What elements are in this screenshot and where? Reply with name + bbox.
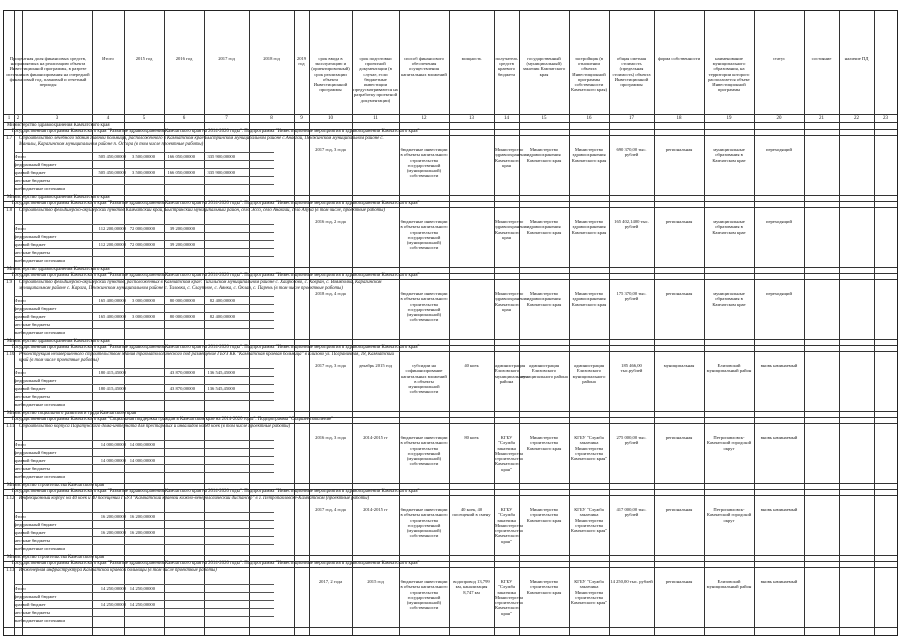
developer-cell: администрация Елизовского муниципального района bbox=[572, 363, 606, 384]
cost-cell: 14 250,00 тыс. рублей bbox=[610, 579, 653, 584]
finance-value: 14 250,00000 bbox=[100, 602, 126, 607]
method-cell: бюджетные инвестиции в объекты капитального строительства государственной (муниципальной) собственности bbox=[400, 219, 448, 251]
term-cell: 2018 год, 4 года bbox=[315, 291, 346, 296]
finance-row bbox=[14, 376, 274, 384]
item-number: 1.10 bbox=[6, 352, 15, 357]
finance-row bbox=[14, 520, 274, 528]
finance-value: 39 200,00000 bbox=[169, 242, 195, 247]
item-title: Инфекционный корпус на 40 коек и 40 посещений ГБУЗ "Камчатский краевой кожно-венерологический диспансер" в г. Петропавловске-Камчатском (проектные работы) bbox=[19, 496, 370, 501]
recipient-cell: КГБУ "Служба заказчика Министерства строительства Камчатского края" bbox=[495, 507, 524, 544]
column-number: 23 bbox=[883, 116, 888, 121]
column-number: 5 bbox=[142, 116, 146, 121]
header-cell-4: 2017 год bbox=[218, 56, 235, 61]
finance-value: 80 000,00000 bbox=[169, 298, 195, 303]
header-cell-17: статус bbox=[772, 56, 786, 61]
item-number: 1.11 bbox=[6, 424, 15, 429]
finance-value: 14 250,00000 bbox=[129, 586, 155, 591]
ministry-heading: Министерство социального развития и труда Камчатского края bbox=[7, 411, 137, 416]
pd-cell bbox=[840, 579, 873, 625]
header-cell-6: 2019 год bbox=[296, 56, 307, 67]
header-cell-7: срок ввода в эксплуатацию и (ориентировочный) срок реализации объекта Инвестиционной программы bbox=[311, 56, 350, 93]
item-title: Строительство фельдшерско-акушерских пунктов, расположенных в Камчатском крае: Тигильском муниципальном районе с. Хайрюзово, с. Ковран, с. Воямполка, Карагинском муниципальном районе с. Карага, Пенжинском муниципальном районе с. Таловка, с. Слаутное, с. Аянка, с. Оклан, с. Парень (в том числе проектные работы) bbox=[19, 280, 382, 291]
ministry-heading: Министерство строительства Камчатского края bbox=[7, 555, 104, 560]
term-cell: 2017 год, 3 года bbox=[315, 363, 346, 368]
finance-table bbox=[14, 224, 274, 264]
finance-source-label: внебюджетные источники bbox=[14, 474, 65, 479]
pd-term-cell: 2015 год bbox=[367, 579, 384, 584]
finance-source-label: внебюджетные источники bbox=[14, 402, 65, 407]
status-cell: вновь начинаемый bbox=[760, 507, 798, 512]
finance-source-label: местные бюджеты bbox=[14, 538, 50, 543]
finance-value: 14 000,00000 bbox=[129, 442, 155, 447]
item-title: Строительство фельдшерско-акушерских пунктов Камчатский край, Быстринский муниципальный район, село Эссо, село Анавгай, село Апука (в том числе, проектные работы) bbox=[19, 208, 385, 213]
finance-value: 14 000,00000 bbox=[100, 458, 126, 463]
finance-row bbox=[14, 240, 274, 248]
finance-value: 180 415,45000 bbox=[98, 370, 126, 375]
pd-term-cell: 2014-2015 гг bbox=[363, 507, 388, 512]
capacity-cell bbox=[450, 291, 493, 337]
finance-source-label: местные бюджеты bbox=[14, 466, 50, 471]
ministry-heading: Министерство строительства Камчатского края bbox=[7, 483, 104, 488]
state-cell bbox=[805, 363, 838, 409]
pd-term-cell bbox=[353, 147, 398, 193]
finance-value: 335 900,00000 bbox=[207, 170, 235, 175]
pd-cell bbox=[840, 291, 873, 337]
finance-row bbox=[14, 448, 274, 456]
finance-row bbox=[14, 312, 274, 320]
municipality-cell: Петропавловск-Камчатский городской округ bbox=[706, 435, 752, 451]
cost-cell: 165 402,1400 тыс. рублей bbox=[614, 219, 649, 230]
column-number: 6 bbox=[182, 116, 186, 121]
finance-row bbox=[14, 304, 274, 312]
finance-source-label: Итого bbox=[14, 298, 26, 303]
pd-cell bbox=[840, 435, 873, 481]
ownership-cell: региональная bbox=[665, 291, 693, 296]
finance-value: 3 000,00000 bbox=[132, 298, 155, 303]
term-cell: 2016 год, 3 года bbox=[315, 435, 346, 440]
finance-row bbox=[14, 472, 274, 480]
finance-value: 166 050,00000 bbox=[167, 154, 195, 159]
item-title: Строительство лечебного здания главной больницы, расположенного в Камчатском крае Быстринском муниципальном районе с.Анавгай, Пенжинском муниципальном районе с. Манилы, Карагинском муниципальном районе п. Оссора (в том числе проектные работы) bbox=[19, 136, 384, 147]
finance-source-label: краевой бюджет bbox=[14, 602, 46, 607]
term-cell: 2017, 2 года bbox=[318, 579, 343, 584]
finance-value: 180 415,45000 bbox=[98, 386, 126, 391]
header-cell-0: Процентная доля финансовых средств, направляемых на реализацию объекта Инвестиционной программы, в разрезе источников финансирования на очередной финансовый год, плановый и отчетный периоды bbox=[6, 56, 90, 88]
header-cell-14: общая сметная стоимость (предельная стоимость) объекта Инвестиционной программы bbox=[612, 56, 651, 88]
finance-source-label: местные бюджеты bbox=[14, 322, 50, 327]
ministry-heading: Министерство здравоохранения Камчатского края bbox=[7, 123, 110, 128]
item-number: 1.7 bbox=[6, 136, 12, 141]
column-number: 7 bbox=[225, 116, 228, 121]
status-cell: вновь начинаемый bbox=[760, 579, 798, 584]
finance-source-label: Итого bbox=[14, 586, 26, 591]
finance-value: 72 000,00000 bbox=[129, 226, 155, 231]
item-number: 1.8 bbox=[6, 208, 12, 213]
method-cell: бюджетные инвестиции в объекты капитального строительства государственной (муниципальной) собственности bbox=[400, 147, 448, 179]
finance-value: 165 400,00000 bbox=[98, 314, 126, 319]
finance-source-label: федеральный бюджет bbox=[14, 450, 57, 455]
finance-row bbox=[14, 608, 274, 616]
state-cell bbox=[805, 291, 838, 337]
finance-value: 505 450,00000 bbox=[98, 154, 126, 159]
recipient-cell: КГБУ "Служба заказчика Министерства строительства Камчатского края" bbox=[495, 579, 524, 616]
finance-source-label: Итого bbox=[14, 226, 26, 231]
finance-row bbox=[14, 232, 274, 240]
customer-cell: Министерство строительства Камчатского края bbox=[526, 507, 562, 523]
finance-row bbox=[14, 160, 274, 168]
finance-source-label: внебюджетные источники bbox=[14, 330, 65, 335]
developer-cell: Министерство здравоохранения Камчатского края bbox=[571, 219, 607, 235]
finance-value: 14 000,00000 bbox=[129, 458, 155, 463]
ownership-cell: региональная bbox=[665, 435, 693, 440]
program-heading: Государственная программа Камчатского края "Развитие здравоохранения Камчатского края на 2014-2020 годы". Подпрограмма "Инвестиционные мероприятия в здравоохранении Камчатского края" bbox=[12, 129, 420, 134]
finance-source-label: краевой бюджет bbox=[14, 530, 46, 535]
header-cell-15: форма собственности bbox=[657, 56, 701, 61]
section-bottom-line bbox=[4, 627, 897, 628]
method-cell: субсидии на софинансирование капитальных вложений в объекты муниципальной собственности bbox=[401, 363, 447, 395]
cost-cell: 690 370,00 тыс. рублей bbox=[616, 147, 647, 158]
finance-source-label: Итого bbox=[14, 154, 26, 159]
finance-value: 72 000,00000 bbox=[129, 242, 155, 247]
header-bottom-line bbox=[4, 114, 897, 115]
customer-cell: администрация Елизовского муниципального района bbox=[520, 363, 568, 379]
header-cell-8: срок подготовки проектной документации (в случае, если бюджетные инвестиции предусматриваются на разработку проектной документации) bbox=[353, 56, 398, 103]
header-cell-16: наименование муниципального образования, на территории которого располагается объект Инвестиционной программы bbox=[708, 56, 750, 93]
developer-cell: КГБУ "Служба заказчика Министерства строительства Камчатского края" bbox=[570, 435, 608, 462]
finance-value: 112 200,00000 bbox=[98, 226, 126, 231]
finance-row bbox=[14, 592, 274, 600]
finance-source-label: Итого bbox=[14, 370, 26, 375]
header-cell-11: получатель средств краевого бюджета bbox=[495, 56, 518, 77]
ministry-heading: Министерство здравоохранения Камчатского края bbox=[7, 195, 110, 200]
recipient-cell: Министерство здравоохранения Камчатского края bbox=[495, 147, 529, 168]
customer-cell: Министерство здравоохранения Камчатского края bbox=[526, 219, 562, 235]
finance-value: 14 250,00000 bbox=[129, 602, 155, 607]
finance-source-label: федеральный бюджет bbox=[14, 378, 57, 383]
customer-cell: Министерство здравоохранения Камчатского края bbox=[526, 291, 562, 307]
finance-value: 136 545,45000 bbox=[207, 370, 235, 375]
capacity-cell bbox=[450, 147, 493, 193]
recipient-cell: администрация Елизовского муниципального района bbox=[495, 363, 528, 384]
header-cell-12: государственный (муниципальный) заказчик Камчатского края bbox=[522, 56, 566, 77]
finance-row bbox=[14, 456, 274, 464]
finance-row bbox=[14, 400, 274, 408]
program-heading: Государственная программа Камчатского края "Развитие здравоохранения Камчатского края на 2014-2020 годы". Подпрограмма "Инвестиционные мероприятия в здравоохранении Камчатского края" bbox=[12, 345, 420, 350]
customer-cell: Министерство строительства Камчатского края bbox=[526, 435, 562, 451]
customer-cell: Министерство строительства Камчатского края bbox=[526, 579, 562, 595]
customer-cell: Министерство здравоохранения Камчатского края bbox=[526, 147, 562, 163]
finance-row bbox=[14, 320, 274, 328]
cost-cell: 275 000,00 тыс. рублей bbox=[616, 435, 647, 446]
finance-row bbox=[14, 584, 274, 592]
item-title: Реконструкция незавершенного строительством здания травматологического под размещение ГБУЗ КК "Камчатская краевая больница" в Елизово ул. Пограничная, 18, Камчатский край (в том числе проектные работы) bbox=[19, 352, 394, 363]
finance-value: 136 545,45000 bbox=[207, 386, 235, 391]
column-number: 2 bbox=[16, 116, 20, 121]
finance-row bbox=[14, 600, 274, 608]
finance-row bbox=[14, 440, 274, 448]
column-number: 21 bbox=[819, 116, 824, 121]
ownership-cell: региональная bbox=[665, 579, 693, 584]
header-cell-18: состояние bbox=[811, 56, 832, 61]
term-cell: 2017 год, 4 года bbox=[315, 507, 346, 512]
method-cell: бюджетные инвестиции в объекты капитального строительства государственной (муниципальной) собственности bbox=[400, 435, 448, 467]
municipality-cell: Петропавловск-Камчатский городской округ bbox=[706, 507, 752, 523]
finance-row bbox=[14, 384, 274, 392]
program-heading: Государственная программа Камчатского края "Социальная поддержка граждан в Камчатском крае на 2014-2020 годы". Подпрограмма "Старшее поколение" bbox=[12, 417, 334, 422]
developer-cell: Министерство здравоохранения Камчатского края bbox=[571, 291, 607, 307]
finance-row bbox=[14, 248, 274, 256]
pd-term-cell bbox=[353, 219, 398, 265]
method-cell: бюджетные инвестиции в объекты капитального строительства государственной (муниципальной) собственности bbox=[400, 579, 448, 611]
finance-source-label: федеральный бюджет bbox=[14, 594, 57, 599]
header-cell-9: способ финансового обеспечения осуществления капитальных вложений bbox=[401, 56, 447, 77]
finance-row bbox=[14, 392, 274, 400]
item-title: Инженерная инфраструктура Камчатской краевой больницы (в том числе проектные работы) bbox=[19, 568, 217, 573]
finance-row bbox=[14, 256, 274, 264]
column-number: 3 bbox=[55, 116, 59, 121]
finance-value: 16 200,00000 bbox=[129, 530, 155, 535]
finance-value: 335 900,00000 bbox=[207, 154, 235, 159]
finance-row bbox=[14, 616, 274, 624]
term-cell: 2016 год, 2 года bbox=[315, 219, 346, 224]
finance-row bbox=[14, 528, 274, 536]
column-number: 11 bbox=[373, 116, 378, 121]
finance-table bbox=[14, 512, 274, 552]
ownership-cell: муниципальная bbox=[663, 363, 695, 368]
municipality-cell: Елизовский муниципальный район bbox=[706, 579, 752, 590]
column-number: 9 bbox=[300, 116, 303, 121]
status-cell: вновь начинаемый bbox=[760, 363, 798, 368]
column-number: 18 bbox=[676, 116, 682, 121]
pd-cell bbox=[840, 363, 873, 409]
status-cell: переходящий bbox=[766, 219, 792, 224]
finance-value: 166 050,00000 bbox=[167, 170, 195, 175]
finance-row bbox=[14, 184, 274, 192]
finance-value: 80 000,00000 bbox=[169, 314, 195, 319]
state-cell bbox=[805, 507, 838, 553]
finance-source-label: внебюджетные источники bbox=[14, 186, 65, 191]
column-divider bbox=[874, 11, 875, 635]
finance-table bbox=[14, 584, 274, 624]
finance-row bbox=[14, 512, 274, 520]
finance-row bbox=[14, 296, 274, 304]
column-number: 17 bbox=[629, 116, 634, 121]
column-number: 15 bbox=[541, 116, 547, 121]
header-cell-1: Итого bbox=[102, 56, 114, 61]
recipient-cell: КГБУ "Служба заказчика Министерства строительства Камчатского края" bbox=[495, 435, 524, 472]
finance-value: 82 400,00000 bbox=[209, 298, 235, 303]
program-heading: Государственная программа Камчатского края "Развитие здравоохранения Камчатского края на 2014-2020 годы". Подпрограмма "Инвестиционные мероприятия в здравоохранении Камчатского края" bbox=[12, 273, 420, 278]
capacity-cell bbox=[450, 219, 493, 265]
finance-source-label: Итого bbox=[14, 442, 26, 447]
developer-cell: Министерство здравоохранения Камчатского края bbox=[571, 147, 607, 163]
finance-value: 112 200,00000 bbox=[98, 242, 126, 247]
finance-value: 14 000,00000 bbox=[100, 442, 126, 447]
finance-row bbox=[14, 176, 274, 184]
finance-source-label: местные бюджеты bbox=[14, 178, 50, 183]
column-number: 10 bbox=[328, 116, 333, 121]
column-number: 20 bbox=[776, 116, 782, 121]
finance-row bbox=[14, 328, 274, 336]
column-number: 16 bbox=[586, 116, 592, 121]
municipality-cell: муниципальные образования в Камчатском крае bbox=[712, 291, 746, 307]
finance-source-label: краевой бюджет bbox=[14, 314, 46, 319]
item-number: 1.13 bbox=[6, 568, 15, 573]
header-cell-5: 2018 год bbox=[263, 56, 280, 61]
ownership-cell: региональная bbox=[665, 147, 693, 152]
finance-value: 82 400,00000 bbox=[209, 314, 235, 319]
item-number: 1.9 bbox=[6, 280, 12, 285]
investment-program-table bbox=[3, 10, 898, 636]
ownership-cell: региональная bbox=[665, 507, 693, 512]
finance-value: 16 200,00000 bbox=[100, 514, 126, 519]
finance-row bbox=[14, 368, 274, 376]
header-cell-3: 2016 год bbox=[175, 56, 193, 61]
finance-source-label: краевой бюджет bbox=[14, 458, 46, 463]
header-cell-19: наличие ПД bbox=[844, 56, 869, 61]
method-cell: бюджетные инвестиции в объекты капитального строительства государственной (муниципальной) собственности bbox=[400, 507, 448, 539]
method-cell: бюджетные инвестиции в объекты капитального строительства государственной (муниципальной) собственности bbox=[400, 291, 448, 323]
finance-source-label: федеральный бюджет bbox=[14, 234, 57, 239]
finance-source-label: краевой бюджет bbox=[14, 242, 46, 247]
finance-value: 16 200,00000 bbox=[129, 514, 155, 519]
pd-cell bbox=[840, 507, 873, 553]
finance-source-label: местные бюджеты bbox=[14, 610, 50, 615]
municipality-cell: Елизовский муниципальный район bbox=[706, 363, 752, 374]
pd-term-cell bbox=[353, 291, 398, 337]
header-cell-2: 2015 год bbox=[135, 56, 153, 61]
column-number: 22 bbox=[854, 116, 859, 121]
pd-cell bbox=[840, 219, 873, 265]
column-number: 1 bbox=[7, 116, 11, 121]
finance-source-label: федеральный бюджет bbox=[14, 522, 57, 527]
finance-source-label: федеральный бюджет bbox=[14, 306, 57, 311]
column-number: 19 bbox=[726, 116, 732, 121]
state-cell bbox=[805, 579, 838, 625]
item-number: 1.12 bbox=[6, 496, 15, 501]
finance-table bbox=[14, 296, 274, 336]
finance-value: 16 200,00000 bbox=[100, 530, 126, 535]
column-number: 8 bbox=[270, 116, 273, 121]
finance-source-label: внебюджетные источники bbox=[14, 618, 65, 623]
program-heading: Государственная программа Камчатского края "Развитие здравоохранения Камчатского края на 2014-2020 годы". Подпрограмма "Инвестиционные мероприятия в здравоохранении Камчатского края" bbox=[12, 201, 420, 206]
finance-table bbox=[14, 368, 274, 408]
column-number: 4 bbox=[106, 116, 110, 121]
state-cell bbox=[805, 147, 838, 193]
state-cell bbox=[805, 219, 838, 265]
finance-value: 165 400,00000 bbox=[98, 298, 126, 303]
pd-term-cell: 2014-2015 гг bbox=[363, 435, 388, 440]
finance-row bbox=[14, 464, 274, 472]
finance-source-label: Итого bbox=[14, 514, 26, 519]
header-cell-13: застройщик (в отношении объекта Инвестиционной программы собственности Камчатского края) bbox=[570, 56, 607, 93]
developer-cell: КГБУ "Служба заказчика Министерства строительства Камчатского края" bbox=[570, 579, 608, 606]
finance-source-label: внебюджетные источники bbox=[14, 258, 65, 263]
capacity-cell: 40 коек, 40 посещений в смену bbox=[452, 507, 491, 518]
finance-value: 3 500,00000 bbox=[132, 170, 155, 175]
finance-source-label: краевой бюджет bbox=[14, 170, 46, 175]
state-cell bbox=[805, 435, 838, 481]
capacity-cell: водопровод 13,799 км, канализация 8,747 км bbox=[453, 579, 490, 595]
finance-source-label: местные бюджеты bbox=[14, 250, 50, 255]
cost-cell: 175 370,00 тыс. рублей bbox=[616, 291, 647, 302]
municipality-cell: муниципальные образования в Камчатском крае bbox=[712, 219, 746, 235]
cost-cell: 185 466,00 тыс.рублей bbox=[620, 363, 643, 374]
finance-value: 3 500,00000 bbox=[132, 154, 155, 159]
finance-row bbox=[14, 152, 274, 160]
finance-table bbox=[14, 440, 274, 480]
municipality-cell: муниципальные образования в Камчатском крае bbox=[712, 147, 746, 163]
status-cell: переходящий bbox=[766, 291, 792, 296]
program-heading: Государственная программа Камчатского края "Развитие здравоохранения Камчатского края на 2014-2020 годы". Подпрограмма "Инвестиционные мероприятия в здравоохранении Камчатского края" bbox=[12, 489, 420, 494]
finance-row bbox=[14, 544, 274, 552]
column-number: 12 bbox=[421, 116, 427, 121]
finance-row bbox=[14, 224, 274, 232]
pd-cell bbox=[840, 147, 873, 193]
cost-cell: 417 000,00 тыс. рублей bbox=[616, 507, 647, 518]
program-heading: Государственная программа Камчатского края "Развитие здравоохранения Камчатского края на 2014-2020 годы". Подпрограмма "Инвестиционные мероприятия в здравоохранении Камчатского края" bbox=[12, 561, 420, 566]
finance-value: 43 870,00000 bbox=[169, 386, 195, 391]
capacity-cell: 40 коек bbox=[464, 363, 479, 368]
finance-source-label: местные бюджеты bbox=[14, 394, 50, 399]
status-cell: переходящий bbox=[766, 147, 792, 152]
finance-value: 14 250,00000 bbox=[100, 586, 126, 591]
finance-source-label: краевой бюджет bbox=[14, 386, 46, 391]
developer-cell: КГБУ "Служба заказчика Министерства строительства Камчатского края" bbox=[570, 507, 608, 534]
header-cell-10: мощность bbox=[461, 56, 482, 61]
column-number: 14 bbox=[504, 116, 509, 121]
finance-value: 39 200,00000 bbox=[169, 226, 195, 231]
capacity-cell: 80 коек bbox=[464, 435, 479, 440]
status-cell: вновь начинаемый bbox=[760, 435, 798, 440]
ownership-cell: региональная bbox=[665, 219, 693, 224]
recipient-cell: Министерство здравоохранения Камчатского края bbox=[495, 291, 529, 312]
finance-table bbox=[14, 152, 274, 192]
finance-row bbox=[14, 168, 274, 176]
term-cell: 2017 год, 3 года bbox=[315, 147, 346, 152]
finance-value: 43 870,00000 bbox=[169, 370, 195, 375]
item-title: Строительство корпуса Паратунского дома-интерната для престарелых и инвалидов на 80 коек (в том числе проектные работы) bbox=[19, 424, 291, 429]
pd-term-cell: декабрь 2015 год bbox=[358, 363, 393, 368]
column-divider bbox=[294, 11, 295, 635]
finance-source-label: федеральный бюджет bbox=[14, 162, 57, 167]
ministry-heading: Министерство здравоохранения Камчатского края bbox=[7, 267, 110, 272]
column-number: 13 bbox=[469, 116, 474, 121]
finance-row bbox=[14, 536, 274, 544]
recipient-cell: Министерство здравоохранения Камчатского края bbox=[495, 219, 529, 240]
ministry-heading: Министерство здравоохранения Камчатского края bbox=[7, 339, 110, 344]
finance-source-label: внебюджетные источники bbox=[14, 546, 65, 551]
finance-value: 505 450,00000 bbox=[98, 170, 126, 175]
finance-value: 3 000,00000 bbox=[132, 314, 155, 319]
